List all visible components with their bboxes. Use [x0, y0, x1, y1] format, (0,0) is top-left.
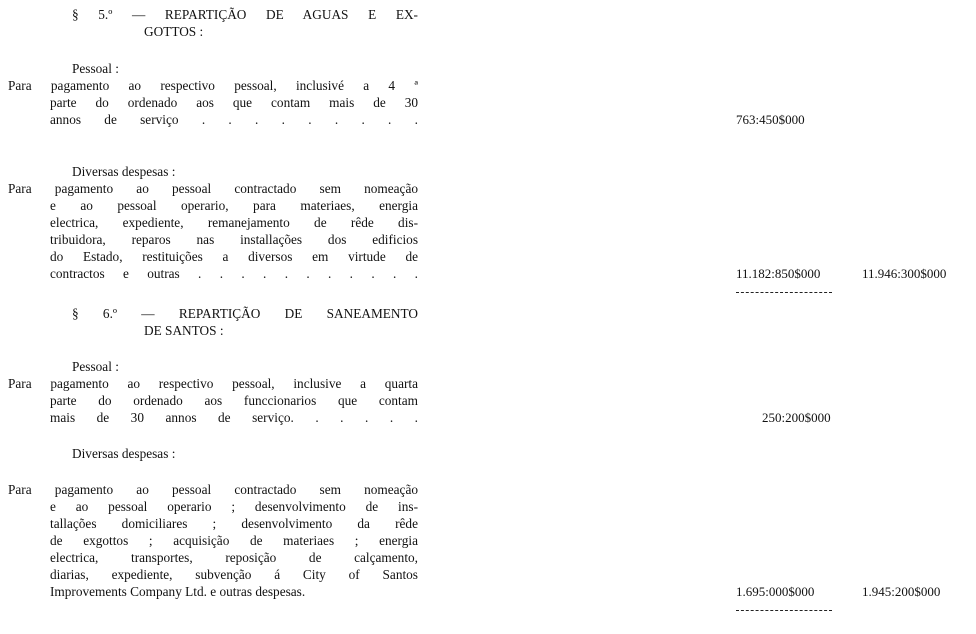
text-line: e ao pessoal operario ; desenvolvimento de ins-	[50, 499, 418, 514]
section6-pessoal-label: Pessoal :	[72, 359, 119, 374]
section6-pessoal-amount: 250:200$000	[762, 410, 831, 425]
section6-heading	[72, 305, 418, 339]
section5-diversas-text	[8, 180, 418, 282]
section5-heading	[72, 6, 418, 40]
text-line: parte do ordenado aos funccionarios que contam	[50, 393, 418, 408]
section6-heading-line2: DE SANTOS :	[144, 323, 224, 338]
text-line: electrica, expediente, remanejamento de rêde dis-	[50, 215, 418, 230]
section6-diversas-text	[8, 481, 418, 600]
section5-total: 11.946:300$000	[862, 266, 947, 281]
text-line: Improvements Company Ltd. e outras despesas.	[50, 584, 306, 599]
sum-rule	[736, 610, 832, 611]
text-line: mais de 30 annos de serviço. . . . . .	[50, 410, 418, 425]
section6-diversas-label: Diversas despesas :	[72, 446, 176, 461]
text-line: do Estado, restituições a diversos em virtude de	[50, 249, 418, 264]
text-line: tallações domiciliares ; desenvolvimento da rêde	[50, 516, 418, 531]
section5-diversas-amount: 11.182:850$000	[736, 266, 821, 281]
section6-heading-line1: § 6.º — REPARTIÇÃO DE SANEAMENTO	[72, 306, 418, 321]
text-line: contractos e outras . . . . . . . . . . .	[50, 266, 418, 281]
text-line: Para pagamento ao pessoal contractado sem nomeação	[8, 181, 418, 196]
text-line: e ao pessoal operario, para materiaes, energia	[50, 198, 418, 213]
section5-pessoal-amount: 763:450$000	[736, 112, 805, 127]
text-line: tribuidora, reparos nas installações dos edificios	[50, 232, 418, 247]
section5-heading-line2: GOTTOS :	[144, 24, 204, 39]
section5-heading-line1: § 5.º — REPARTIÇÃO DE AGUAS E EX-	[72, 7, 418, 22]
text-line: annos de serviço . . . . . . . . .	[50, 112, 418, 127]
text-line: de exgottos ; acquisição de materiaes ; energia	[50, 533, 418, 548]
text-line: Para pagamento ao respectivo pessoal, inclusive a quarta	[8, 376, 418, 391]
text-line: Para pagamento ao pessoal contractado sem nomeação	[8, 482, 418, 497]
section6-pessoal-text	[8, 375, 418, 426]
text-line: electrica, transportes, reposição de calçamento,	[50, 550, 418, 565]
text-line: parte do ordenado aos que contam mais de 30	[50, 95, 418, 110]
section5-pessoal-text	[8, 77, 418, 128]
section5-diversas-label: Diversas despesas :	[72, 164, 176, 179]
section5-pessoal-label: Pessoal :	[72, 61, 119, 76]
section6-total: 1.945:200$000	[862, 584, 941, 599]
section6-diversas-amount: 1.695:000$000	[736, 584, 815, 599]
sum-rule	[736, 292, 832, 293]
text-line: Para pagamento ao respectivo pessoal, inclusivé a 4 ª	[8, 78, 418, 93]
text-line: diarias, expediente, subvenção á City of Santos	[50, 567, 418, 582]
